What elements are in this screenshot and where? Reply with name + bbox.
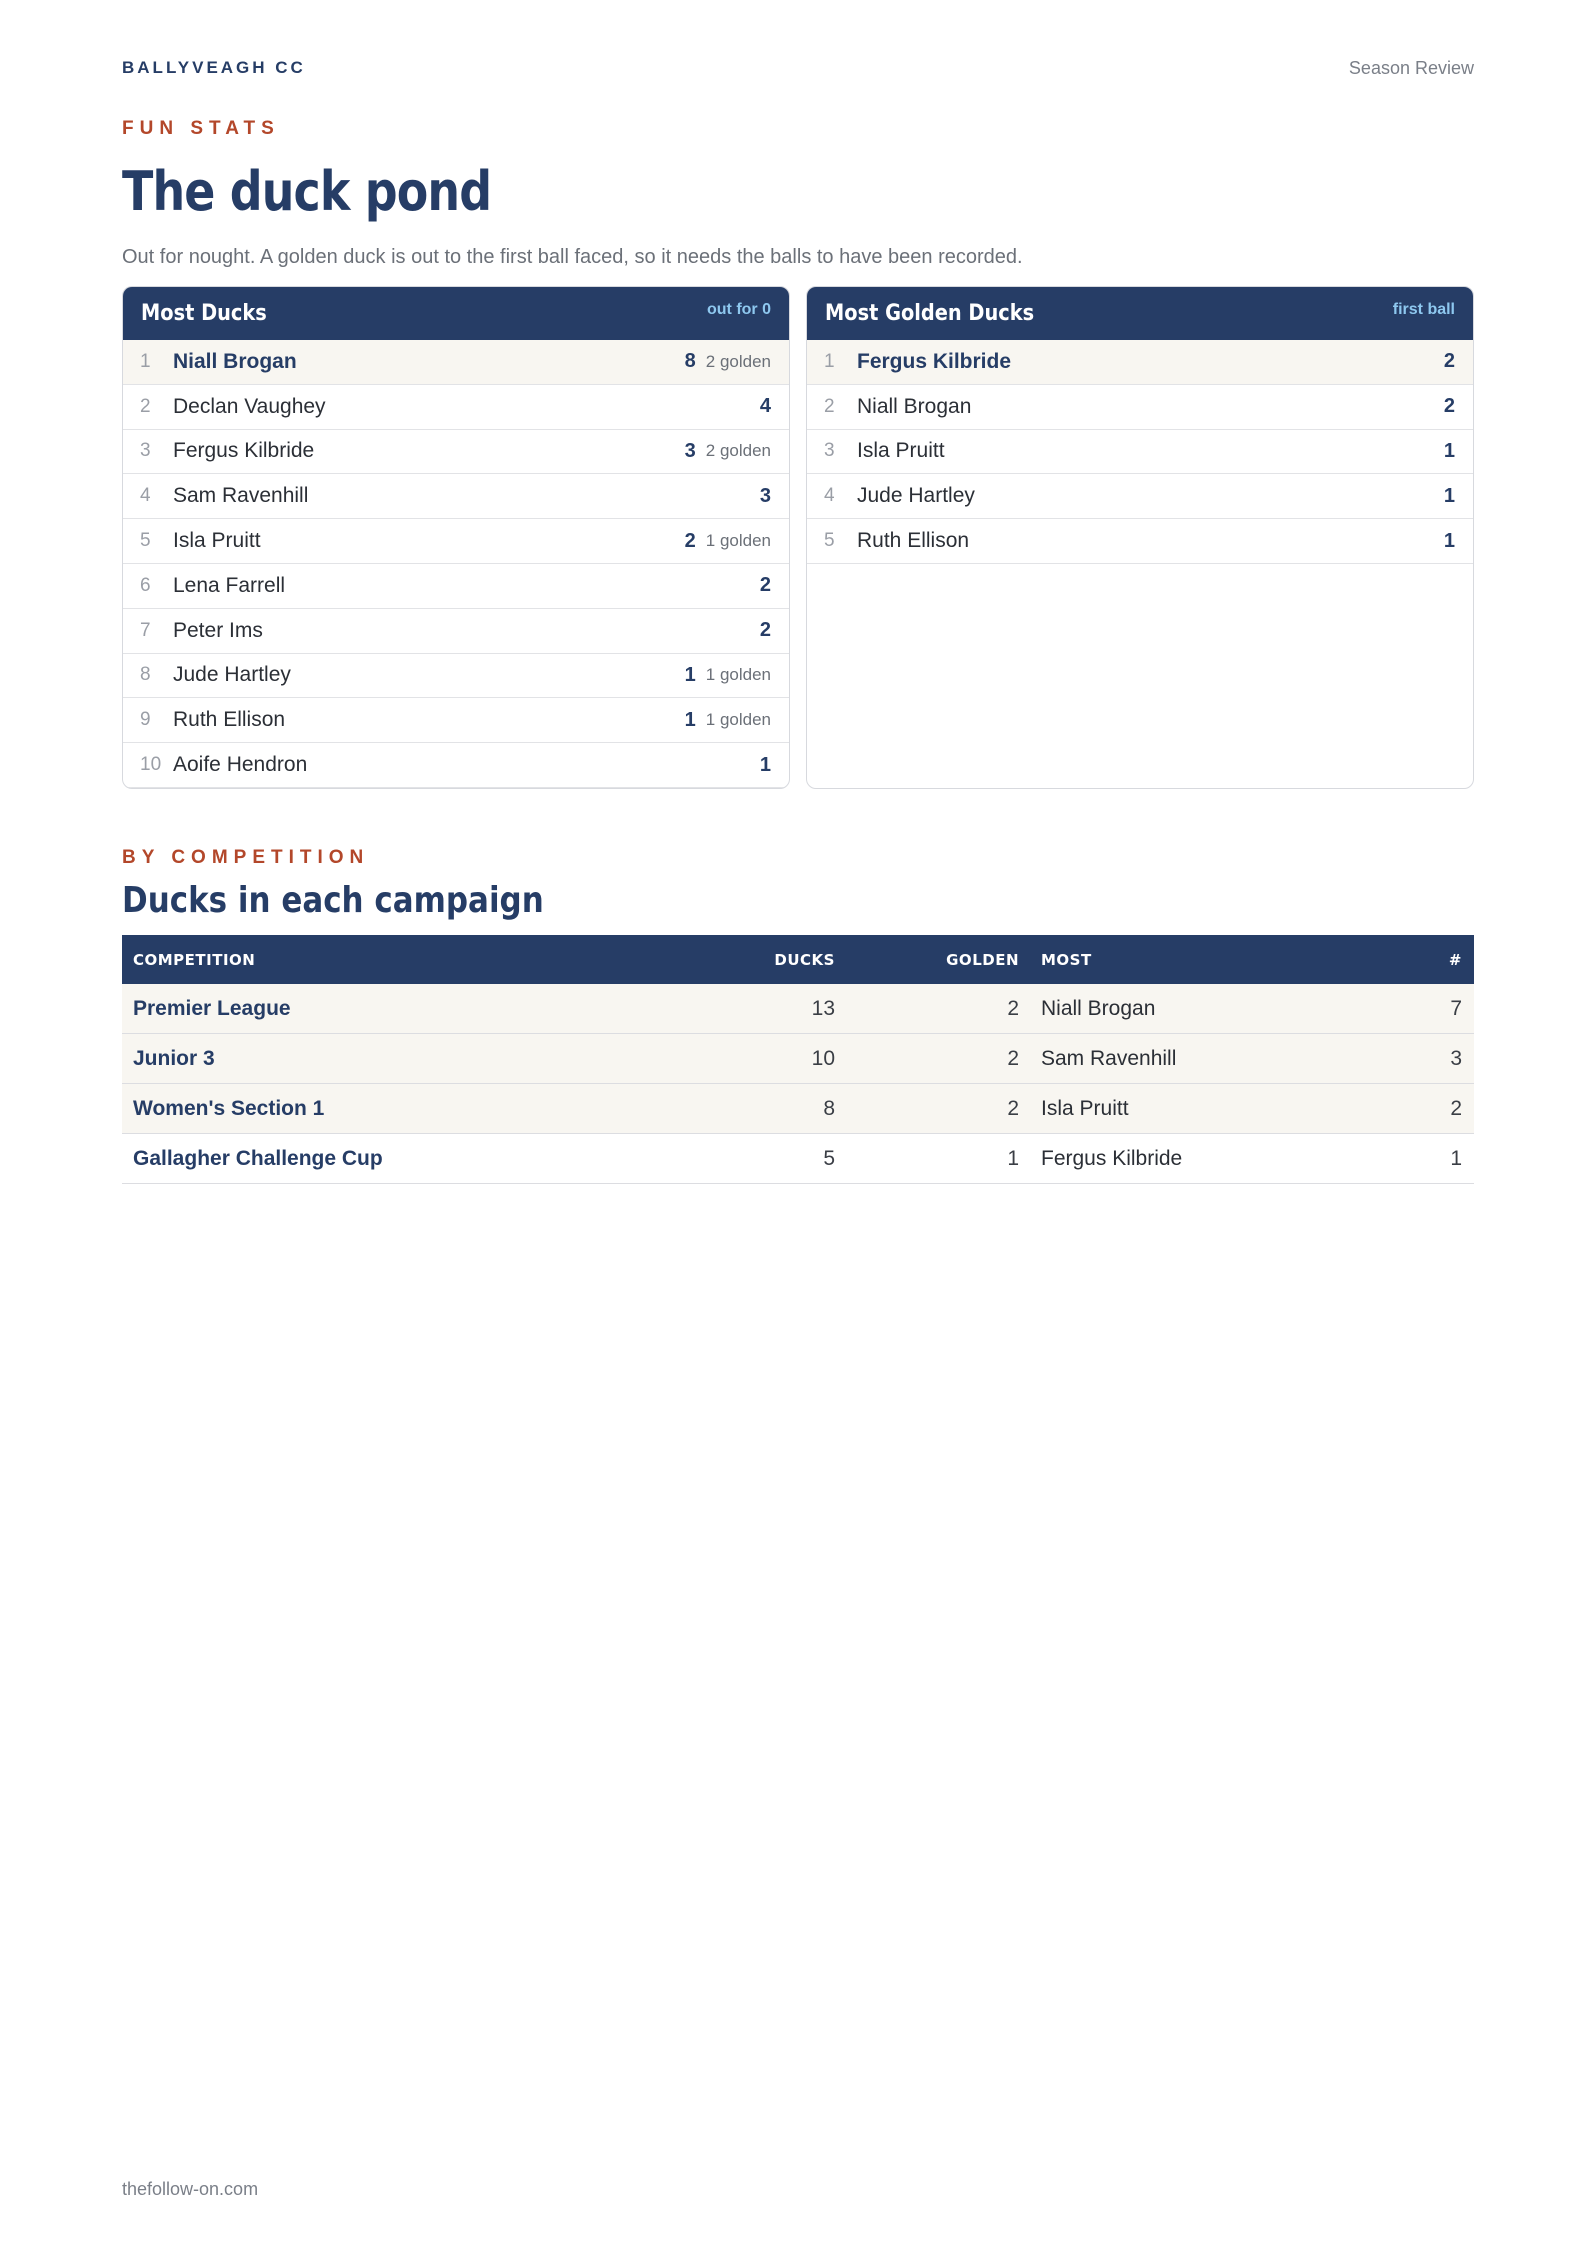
most-ducks-card — [122, 286, 790, 789]
golden-value: 1 — [1007, 1146, 1019, 1170]
most-golden-ducks-list — [807, 340, 1473, 564]
rank-number: 3 — [140, 440, 151, 462]
most-ducks-count: 7 — [1450, 996, 1462, 1020]
golden-value: 2 — [1007, 1096, 1019, 1120]
player-name: Niall Brogan — [173, 349, 297, 373]
most-ducks-player: Niall Brogan — [1041, 996, 1156, 1020]
duck-count: 1 — [684, 708, 696, 731]
player-name: Isla Pruitt — [857, 439, 945, 463]
most-ducks-count: 2 — [1450, 1096, 1462, 1120]
golden-value: 2 — [1007, 996, 1019, 1020]
footer-site: thefollow-on.com — [122, 2179, 259, 2199]
list-item — [807, 474, 1473, 519]
golden-value: 2 — [1007, 1046, 1019, 1070]
player-name: Sam Ravenhill — [173, 484, 309, 508]
most-ducks-player: Sam Ravenhill — [1041, 1046, 1177, 1070]
golden-duck-count: 2 — [1443, 350, 1455, 373]
player-name: Peter Ims — [173, 618, 263, 642]
ducks-value: 5 — [823, 1146, 835, 1170]
rank-number: 4 — [140, 485, 151, 507]
rank-number: 6 — [140, 574, 151, 596]
most-ducks-title: Most Ducks — [141, 301, 267, 326]
rank-number: 3 — [824, 440, 835, 462]
player-name: Ruth Ellison — [857, 529, 970, 553]
duck-count: 1 — [759, 753, 771, 776]
col-header-golden: GOLDEN — [946, 950, 1019, 969]
golden-duck-count: 2 — [1443, 395, 1455, 418]
table-row — [122, 1084, 1474, 1134]
rank-number: 10 — [140, 754, 162, 776]
competition-name: Gallagher Challenge Cup — [133, 1146, 383, 1170]
competition-name: Women's Section 1 — [133, 1096, 325, 1120]
duck-count: 2 — [759, 619, 771, 642]
most-golden-ducks-header — [807, 287, 1473, 340]
rank-number: 1 — [140, 350, 151, 372]
duck-count: 8 — [684, 350, 696, 373]
duck-count: 2 — [684, 529, 696, 552]
competition-name: Junior 3 — [133, 1046, 215, 1070]
list-item — [123, 385, 789, 430]
list-item — [807, 430, 1473, 475]
top-bar — [122, 56, 1474, 80]
golden-note: 1 golden — [705, 710, 771, 730]
competition-table-body — [122, 984, 1474, 1184]
col-header-count: # — [1448, 950, 1462, 969]
list-item — [807, 385, 1473, 430]
rank-number: 1 — [824, 350, 835, 372]
list-item — [123, 519, 789, 564]
table-row — [122, 984, 1474, 1034]
most-ducks-header — [123, 287, 789, 340]
most-ducks-player: Fergus Kilbride — [1041, 1146, 1183, 1170]
most-ducks-player: Isla Pruitt — [1041, 1096, 1129, 1120]
ducks-value: 10 — [811, 1046, 835, 1070]
duck-count: 2 — [759, 574, 771, 597]
most-golden-ducks-tag: first ball — [1392, 301, 1455, 318]
col-header-most: MOST — [1041, 950, 1092, 969]
player-name: Isla Pruitt — [173, 529, 261, 553]
duck-count: 3 — [684, 439, 696, 462]
most-ducks-count: 3 — [1450, 1046, 1462, 1070]
golden-note: 1 golden — [705, 665, 771, 685]
duck-count: 1 — [684, 663, 696, 686]
section-title-competition: Ducks in each campaign — [122, 880, 544, 921]
rank-number: 2 — [824, 395, 835, 417]
player-name: Lena Farrell — [173, 573, 286, 597]
rank-number: 2 — [140, 395, 151, 417]
list-item — [807, 519, 1473, 564]
competition-table-header — [122, 935, 1474, 984]
golden-duck-count: 1 — [1443, 439, 1455, 462]
rank-number: 7 — [140, 619, 151, 641]
rank-number: 4 — [824, 485, 835, 507]
player-name: Fergus Kilbride — [173, 439, 315, 463]
rank-number: 5 — [824, 530, 835, 552]
page — [122, 0, 1474, 2246]
table-row — [122, 1134, 1474, 1184]
list-item — [807, 340, 1473, 385]
document-type: Season Review — [1348, 57, 1474, 78]
competition-name: Premier League — [133, 996, 291, 1020]
rank-number: 8 — [140, 664, 151, 686]
most-ducks-count: 1 — [1450, 1146, 1462, 1170]
ducks-value: 8 — [823, 1096, 835, 1120]
golden-note: 2 golden — [705, 441, 771, 461]
col-header-ducks: DUCKS — [774, 950, 835, 969]
list-item — [123, 474, 789, 519]
section-kicker-by-competition: BY COMPETITION — [122, 847, 370, 868]
most-golden-ducks-title: Most Golden Ducks — [825, 301, 1035, 326]
club-name: BALLYVEAGH CC — [122, 58, 306, 77]
player-name: Fergus Kilbride — [857, 349, 1012, 373]
golden-duck-count: 1 — [1443, 484, 1455, 507]
col-header-competition: COMPETITION — [133, 950, 256, 969]
list-item — [123, 654, 789, 699]
list-item — [123, 340, 789, 385]
most-golden-ducks-card — [806, 286, 1474, 789]
list-item — [123, 609, 789, 654]
duck-count: 4 — [759, 395, 771, 418]
section-kicker-fun-stats: FUN STATS — [122, 118, 280, 139]
rank-number: 9 — [140, 709, 151, 731]
list-item — [123, 430, 789, 475]
player-name: Jude Hartley — [173, 663, 291, 687]
player-name: Aoife Hendron — [173, 753, 308, 777]
page-title: The duck pond — [122, 160, 492, 223]
table-row — [122, 1034, 1474, 1084]
competition-table — [122, 935, 1474, 1184]
duck-count: 3 — [759, 484, 771, 507]
list-item — [123, 743, 789, 788]
player-name: Niall Brogan — [857, 394, 972, 418]
most-ducks-list — [123, 340, 789, 788]
golden-note: 2 golden — [705, 351, 771, 371]
player-name: Jude Hartley — [857, 484, 975, 508]
player-name: Ruth Ellison — [173, 708, 286, 732]
player-name: Declan Vaughey — [173, 394, 326, 418]
rank-number: 5 — [140, 530, 151, 552]
most-ducks-tag: out for 0 — [707, 301, 771, 318]
ducks-value: 13 — [811, 996, 835, 1020]
golden-note: 1 golden — [705, 531, 771, 551]
list-item — [123, 698, 789, 743]
list-item — [123, 564, 789, 609]
page-subtitle: Out for nought. A golden duck is out to the first ball faced, so it needs the balls to have been recorded. — [122, 246, 1023, 268]
golden-duck-count: 1 — [1443, 529, 1455, 552]
